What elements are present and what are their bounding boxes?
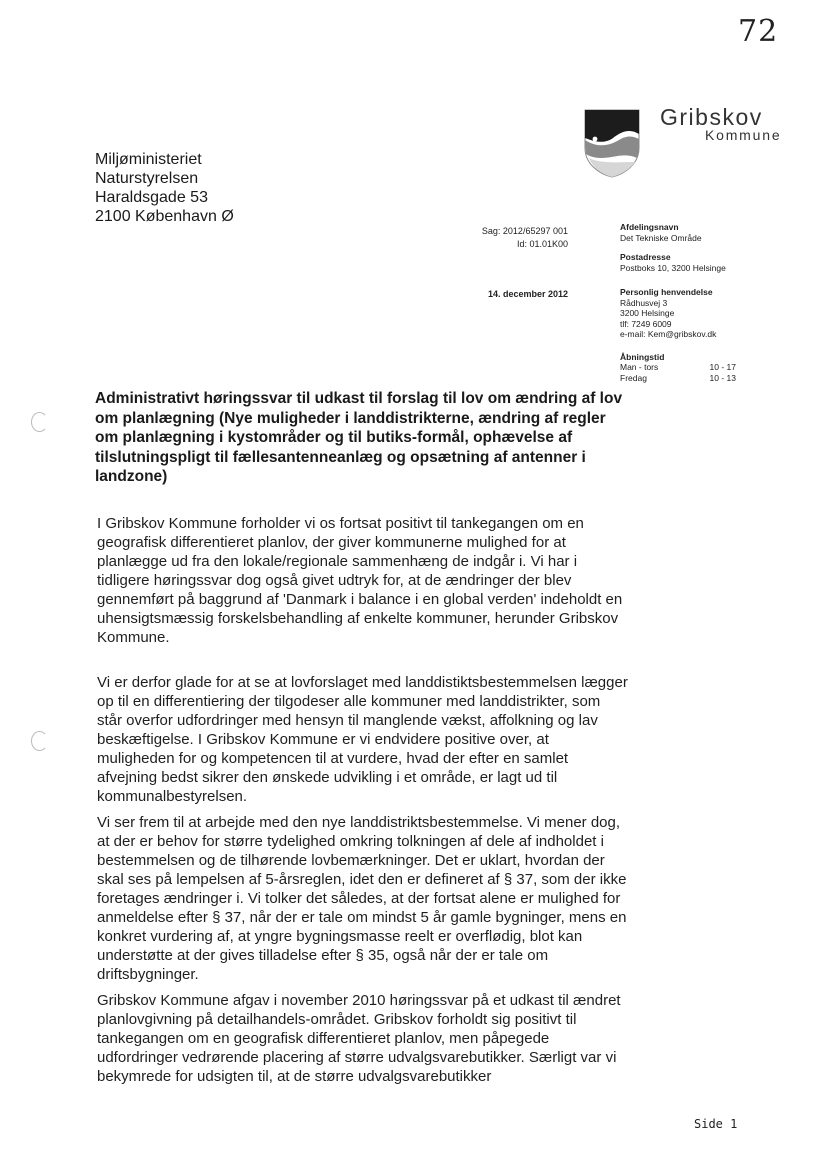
hours-day: Fredag xyxy=(620,372,647,383)
case-number: Sag: 2012/65297 001 xyxy=(481,226,568,236)
logo-name: Gribskov xyxy=(660,104,763,130)
personal-contact-label: Personlig henvendelse xyxy=(620,287,713,297)
contact-sidebar xyxy=(620,222,750,392)
body-paragraph: Vi ser frem til at arbejde med den nye landdistriktsbestemmelse. Vi mener dog, at der er behov for større tydelighed omkring tolkningen af dele af indholdet i bestemmelsen og de tilhørende lovbemærkninger. Det er uklart, hvordan der skal ses på lempelsen af 5-årsreglen, idet den er defineret af § 37, som der ikke foretages ændringer i. Vi tolker det således, at der fortsat alene er mulighed for anmeldelse efter § 37, når der er tale om mindst 5 år gamle bygninger, mens en konkret vurdering af, at yngre bygningsmasse reelt er overflødig, blot kan understøtte at der gives tilladelse efter § 35, også når der er tale om driftsbygninger. xyxy=(97,814,627,983)
hours-time: 10 - 13 xyxy=(709,372,736,383)
postal-label: Postadresse xyxy=(620,252,671,262)
contact-line: e-mail: Kem@gribskov.dk xyxy=(620,329,717,339)
department-label: Afdelingsnavn xyxy=(620,222,679,232)
punch-hole xyxy=(31,412,48,432)
logo-subtitle: Kommune xyxy=(705,127,782,143)
punch-hole xyxy=(31,731,48,751)
recipient-line: Naturstyrelsen xyxy=(95,170,199,187)
hours-time: 10 - 17 xyxy=(709,362,736,372)
contact-line: 3200 Helsinge xyxy=(620,308,675,318)
department-value: Det Tekniske Område xyxy=(620,232,702,243)
postal-value: Postboks 10, 3200 Helsinge xyxy=(620,262,726,273)
gribskov-shield-icon xyxy=(583,108,641,178)
document-id: Id: 01.01K00 xyxy=(516,239,568,249)
letter-date: 14. december 2012 xyxy=(487,289,568,299)
recipient-line: Miljøministeriet xyxy=(95,151,202,168)
opening-hours-row xyxy=(620,362,736,373)
letter-heading: Administrativt høringssvar til udkast til forslag til lov om ændring af lov om planlægning (Nye muligheder i landdistrikterne, ændring af regler om planlægning i kystområder og til butiks-formål, ophævelse af tilslutningspligt til fællesantenneanlæg og opsætning af antenner i landzone) xyxy=(95,390,623,485)
recipient-address xyxy=(95,150,234,226)
body-paragraph: I Gribskov Kommune forholder vi os fortsat positivt til tankegangen om en geografisk differentieret planlov, der giver kommunerne mulighed for at planlægge ud fra den lokale/regionale sammenhæng de indgår i. Vi har i tidligere høringssvar dog også givet udtryk for, at de ændringer der blev gennemført på baggrund af 'Danmark i balance i en global verden' indeholdt en uhensigtsmæssig forskelsbehandling af enkelte kommuner, herunder Gribskov Kommune. xyxy=(97,515,623,646)
footer-page-label: Side 1 xyxy=(694,1117,738,1131)
opening-hours-label: Åbningstid xyxy=(620,351,665,362)
hours-day: Man - tors xyxy=(620,362,659,372)
recipient-line: 2100 København Ø xyxy=(95,208,234,225)
recipient-line: Haraldsgade 53 xyxy=(95,189,208,206)
contact-line: tlf: 7249 6009 xyxy=(620,318,672,329)
opening-hours-row xyxy=(620,373,736,384)
body-paragraph: Gribskov Kommune afgav i november 2010 høringssvar på et udkast til ændret planlovgivning på detailhandels-området. Gribskov forholdt sig positivt til tankegangen om en geografisk differentieret planlov, men påpegede udfordringer vedrørende placering af større udvalgsvarebutikker. Særligt var vi bekymrede for udsigten til, at de større udvalgsvarebutikker xyxy=(97,992,621,1085)
contact-line: Rådhusvej 3 xyxy=(620,297,668,308)
body-paragraph: Vi er derfor glade for at se at lovforslaget med landdistiktsbestemmelsen lægger op til en differentiering der tilgodeser alle kommuner med landdistrikter, som står overfor udfordringer med hensyn til manglende vækst, affolkning og lav beskæftigelse. I Gribskov Kommune er vi endvidere positive over, at muligheden for og kompetencen til at vurdere, hvad der efter en samlet afvejning bedst sikrer den ønskede udvikling i et område, er lagt ud til kommunalbestyrelsen. xyxy=(97,674,628,805)
page-number: 72 xyxy=(738,14,779,49)
